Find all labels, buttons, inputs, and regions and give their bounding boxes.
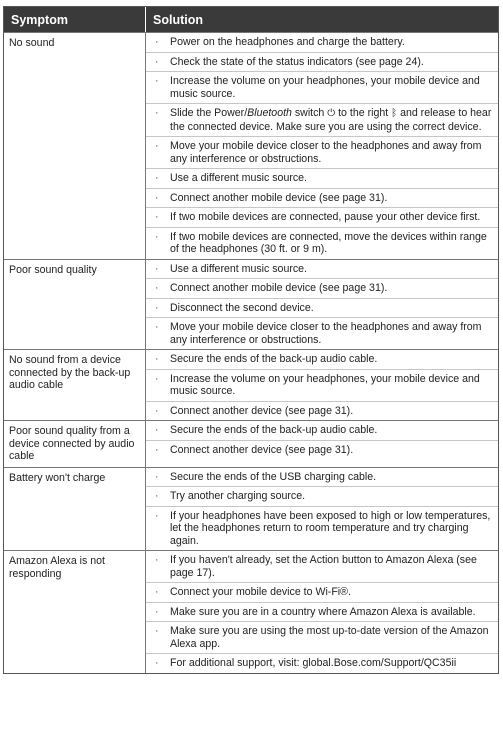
power-icon: ⏻ [327, 108, 336, 119]
bluetooth-word: Bluetooth [247, 107, 292, 119]
solution-item [146, 350, 498, 369]
bullet: · [155, 443, 159, 456]
solution-cell [146, 33, 498, 259]
bullet: · [155, 301, 159, 314]
bullet: · [155, 140, 159, 152]
troubleshooting-table [3, 6, 499, 674]
bullet: · [155, 657, 159, 669]
header-symptom: Symptom [4, 7, 146, 32]
solution-item [146, 260, 498, 279]
table-body [4, 32, 498, 673]
solution-cell [146, 260, 498, 350]
symptom-cell: Poor sound quality [4, 260, 146, 350]
solution-text: For additional support, visit: global.Bose.com/Support/QC35ii [170, 657, 457, 669]
table-row [4, 550, 498, 673]
solution-text: Disconnect the second device. [170, 301, 314, 314]
bullet: · [155, 625, 159, 637]
solution-cell [146, 551, 498, 673]
solution-item [146, 168, 498, 188]
solution-text: Use a different music source. [170, 172, 307, 184]
solution-text: Power on the headphones and charge the battery. [170, 36, 405, 48]
text-part: Slide the Power/ [170, 107, 248, 119]
solution-text: Use a different music source. [170, 262, 307, 275]
solution-item [146, 317, 498, 349]
text-part: and release to hear the connected device. Make sure you are using the correct device. [170, 107, 492, 133]
bullet: · [155, 404, 159, 417]
solution-text: Connect another mobile device (see page 31). [170, 282, 388, 294]
bullet: · [155, 262, 159, 275]
bullet: · [155, 372, 159, 385]
bullet: · [155, 55, 159, 68]
solution-text: If you haven't already, set the Action button to Amazon Alexa (see page 17). [170, 554, 477, 579]
solution-item [146, 421, 498, 440]
table-row [4, 349, 498, 420]
solution-item [146, 369, 498, 401]
solution-text: Make sure you are in a country where Amazon Alexa is available. [170, 605, 476, 618]
bullet: · [155, 191, 159, 204]
symptom-cell: No sound [4, 33, 146, 259]
solution-item [146, 582, 498, 602]
solution-text: If two mobile devices are connected, pause your other device first. [170, 211, 481, 223]
bullet: · [155, 509, 159, 522]
solution-item [146, 227, 498, 259]
solution-item [146, 188, 498, 208]
header-solution: Solution [153, 12, 203, 27]
solution-item [146, 298, 498, 318]
table-header [4, 7, 498, 32]
solution-item [146, 468, 498, 487]
solution-item [146, 33, 498, 52]
solution-item [146, 71, 498, 103]
solution-text: Secure the ends of the USB charging cable. [170, 470, 377, 483]
solution-text: Secure the ends of the back-up audio cable. [170, 353, 378, 365]
solution-text: Increase the volume on your headphones, your mobile device and music source. [170, 372, 480, 397]
symptom-cell: Poor sound quality from a device connected by audio cable [4, 421, 146, 467]
solution-item [146, 103, 498, 136]
solution-text: Try another charging source. [170, 490, 306, 502]
bullet: · [155, 107, 159, 119]
solution-text: Increase the volume on your headphones, your mobile device and music source. [170, 75, 480, 100]
text-part: switch [291, 107, 328, 119]
solution-text: Make sure you are using the most up-to-date version of the Amazon Alexa app. [170, 625, 489, 650]
table-row [4, 420, 498, 467]
solution-item [146, 136, 498, 168]
bullet: · [155, 211, 159, 223]
bullet: · [155, 230, 159, 243]
solution-item [146, 621, 498, 653]
symptom-cell: No sound from a device connected by the back-up audio cable [4, 350, 146, 420]
solution-text: Secure the ends of the back-up audio cable. [170, 424, 378, 436]
solution-text: Connect your mobile device to Wi-Fi®. [170, 586, 351, 598]
solution-item [146, 653, 498, 673]
bullet: · [155, 424, 159, 436]
solution-item [146, 207, 498, 227]
solution-cell [146, 350, 498, 420]
solution-text: Connect another mobile device (see page 31). [170, 191, 388, 204]
solution-item [146, 401, 498, 421]
symptom-cell: Amazon Alexa is not responding [4, 551, 146, 673]
bullet: · [155, 490, 159, 502]
solution-item [146, 486, 498, 506]
solution-item [146, 506, 498, 551]
solution-item [146, 551, 498, 582]
bullet: · [155, 586, 159, 598]
solution-item [146, 52, 498, 72]
solution-item [146, 602, 498, 622]
bullet: · [155, 605, 159, 618]
solution-cell [146, 468, 498, 551]
solution-text [170, 107, 492, 133]
solution-cell [146, 421, 498, 467]
solution-text: If your headphones have been exposed to high or low temperatures, let the headphones return to room temperature and try charging again. [170, 509, 491, 547]
bullet: · [155, 353, 159, 365]
table-row [4, 259, 498, 350]
solution-text: Move your mobile device closer to the headphones and away from any interference or obstructions. [170, 321, 482, 346]
bullet: · [155, 172, 159, 184]
bullet: · [155, 321, 159, 333]
solution-text: Connect another device (see page 31). [170, 443, 354, 456]
bullet: · [155, 470, 159, 483]
solution-item [146, 440, 498, 460]
solution-text: Check the state of the status indicators (see page 24). [170, 55, 424, 68]
bullet: · [155, 282, 159, 294]
solution-text: Connect another device (see page 31). [170, 404, 354, 417]
table-row [4, 467, 498, 551]
solution-text: If two mobile devices are connected, move the devices within range of the headphones (30 ft. or 9 m). [170, 230, 487, 255]
bullet: · [155, 75, 159, 87]
bullet: · [155, 554, 159, 566]
table-row [4, 32, 498, 259]
text-part: to the right [335, 107, 392, 119]
bluetooth-icon: ᛒ [391, 108, 398, 119]
symptom-cell: Battery won't charge [4, 468, 146, 551]
solution-text: Move your mobile device closer to the headphones and away from any interference or obstructions. [170, 140, 482, 165]
bullet: · [155, 36, 159, 48]
solution-item [146, 278, 498, 298]
